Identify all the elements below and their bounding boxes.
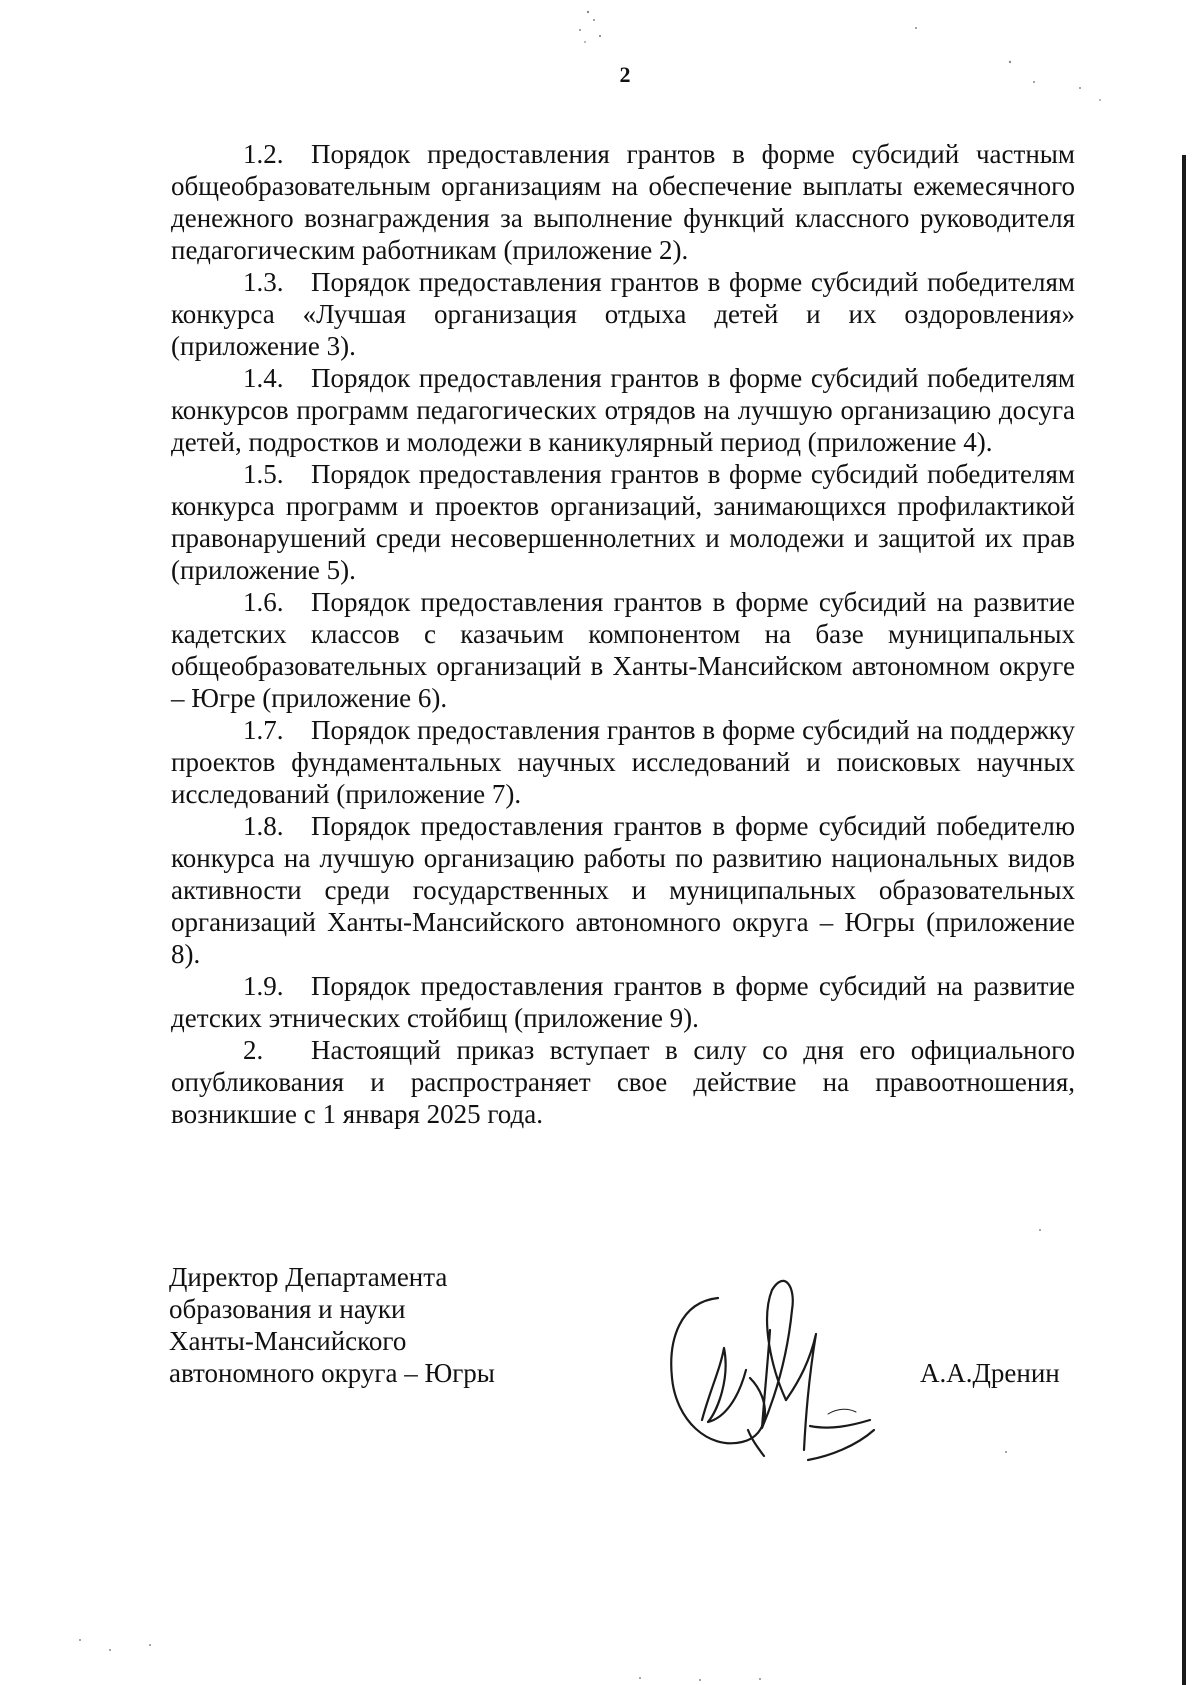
clause-2 — [171, 1034, 1075, 1130]
clause-1-8 — [171, 810, 1075, 970]
document-body — [171, 138, 1075, 1130]
clause-number: 1.3. — [243, 267, 284, 297]
clause-1-3 — [171, 266, 1075, 362]
clause-text: Порядок предоставления грантов в форме субсидий на развитие детских этнических стойбищ (приложение 9). — [171, 971, 1075, 1033]
clause-text: Порядок предоставления грантов в форме субсидий победителям конкурса программ и проектов организаций, занимающихся профилактикой правонарушений среди несовершеннолетних и молодежи и защитой их прав (приложение 5). — [171, 459, 1075, 585]
clause-1-2 — [171, 138, 1075, 266]
clause-text: Настоящий приказ вступает в силу со дня его официального опубликования и распространяет свое действие на правоотношения, возникшие с 1 января 2025 года. — [171, 1035, 1075, 1129]
position-line: автономного округа – Югры — [169, 1358, 495, 1388]
position-line: образования и науки — [169, 1294, 406, 1324]
clause-1-4 — [171, 362, 1075, 458]
clause-number: 1.6. — [243, 587, 284, 617]
clause-number: 2. — [243, 1035, 264, 1065]
clause-1-5 — [171, 458, 1075, 586]
clause-number: 1.2. — [243, 139, 284, 169]
signer-name: А.А.Дренин — [920, 1358, 1060, 1388]
clause-text: Порядок предоставления грантов в форме субсидий на поддержку проектов фундаментальных научных исследований и поисковых научных исследований (приложение 7). — [171, 715, 1075, 809]
clause-number: 1.7. — [243, 715, 284, 745]
page-number: 2 — [619, 62, 631, 87]
position-line: Ханты-Мансийского — [169, 1326, 407, 1356]
position-line: Директор Департамента — [169, 1262, 448, 1292]
signatory-position — [169, 1261, 495, 1389]
clause-text: Порядок предоставления грантов в форме субсидий победителю конкурса на лучшую организацию работы по развитию национальных видов активности среди государственных и муниципальных образовательных организаций Ханты-Мансийского автономного округа – Югры (приложение 8). — [171, 811, 1075, 969]
clause-text: Порядок предоставления грантов в форме субсидий победителям конкурсов программ педагогических отрядов на лучшую организацию досуга детей, подростков и молодежи в каникулярный период (приложение 4). — [171, 363, 1075, 457]
clause-number: 1.9. — [243, 971, 284, 1001]
clause-number: 1.5. — [243, 459, 284, 489]
clause-text: Порядок предоставления грантов в форме субсидий частным общеобразовательным организациям на обеспечение выплаты ежемесячного денежного вознаграждения за выполнение функций классного руководителя педагогическим работникам (приложение 2). — [171, 139, 1075, 265]
clause-number: 1.8. — [243, 811, 284, 841]
clause-1-6 — [171, 586, 1075, 714]
clause-text: Порядок предоставления грантов в форме субсидий на развитие кадетских классов с казачьим компонентом на базе муниципальных общеобразовательных организаций в Ханты-Мансийском автономном округе – Югре (приложение 6). — [171, 587, 1075, 713]
handwritten-signature — [660, 1250, 940, 1470]
clause-text: Порядок предоставления грантов в форме субсидий победителям конкурса «Лучшая организация отдыха детей и их оздоровления» (приложение 3). — [171, 267, 1075, 361]
clause-1-7 — [171, 714, 1075, 810]
scan-border-line — [1182, 155, 1186, 1685]
clause-1-9 — [171, 970, 1075, 1034]
clause-number: 1.4. — [243, 363, 284, 393]
